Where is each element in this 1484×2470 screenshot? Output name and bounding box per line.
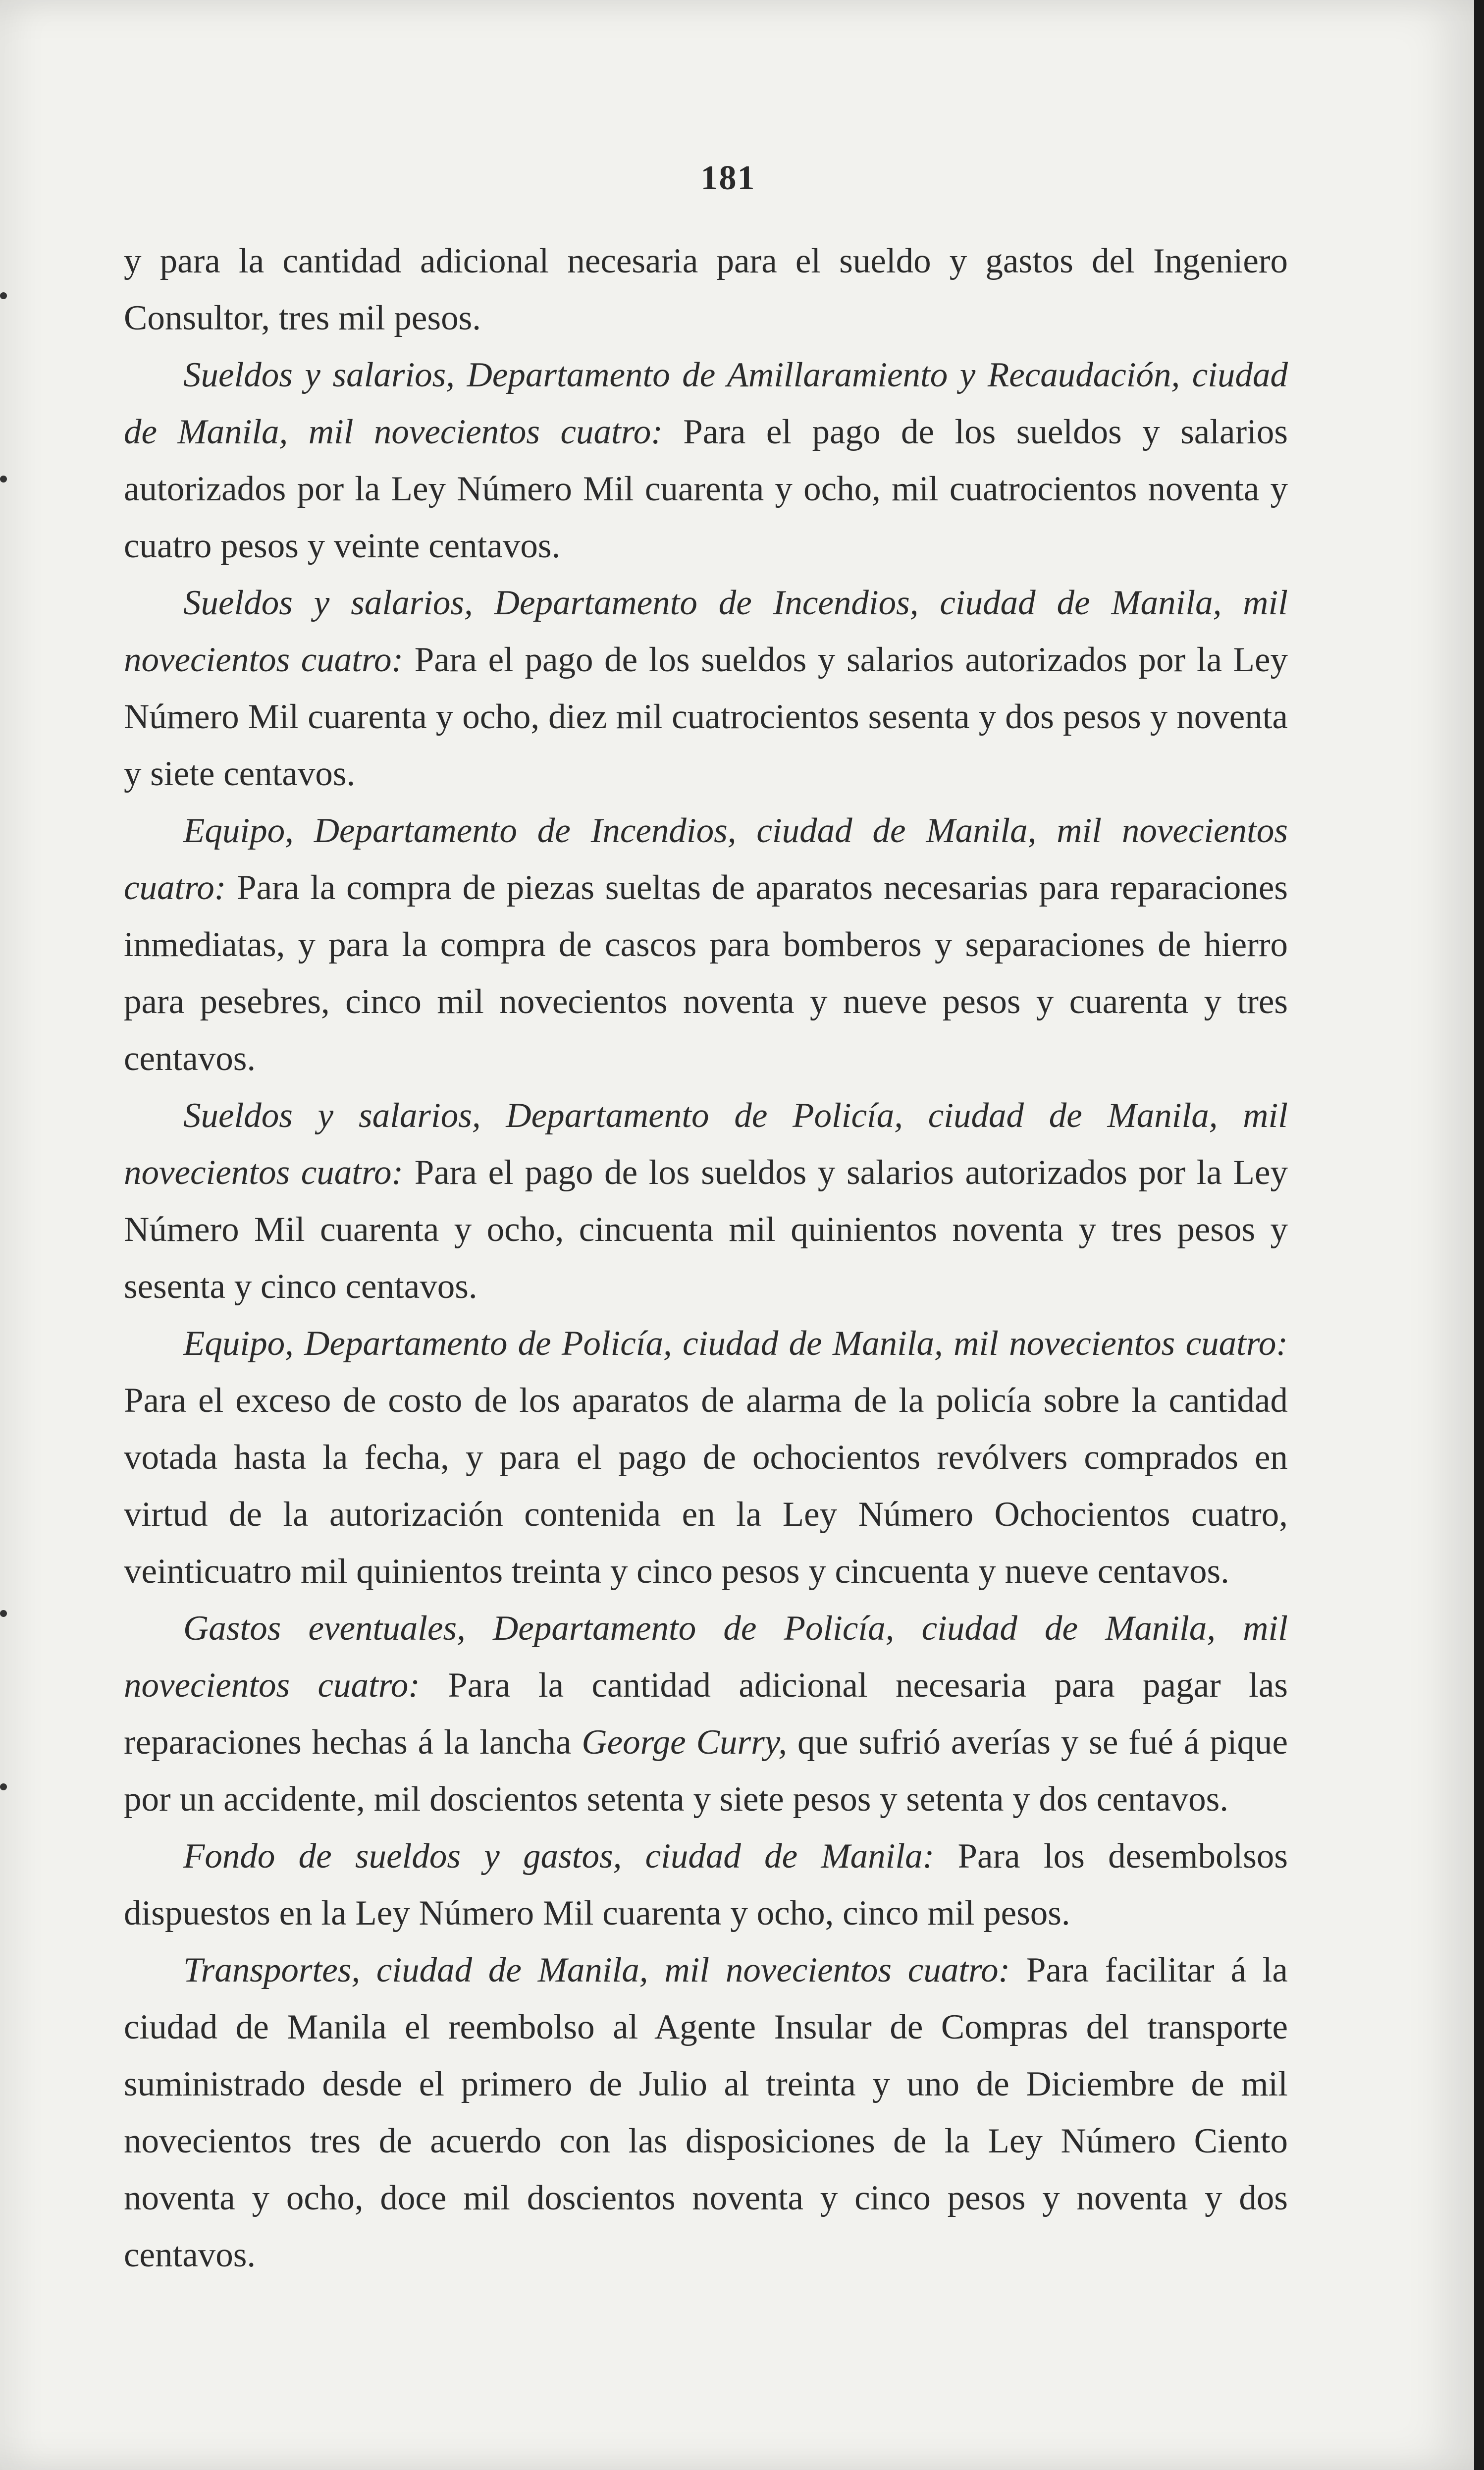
paragraph bbox=[124, 347, 1288, 575]
paragraph-heading: Fondo de sueldos y gastos, ciudad de Manila: bbox=[183, 1837, 935, 1876]
margin-mark bbox=[0, 1610, 7, 1617]
paragraph-text: Para facilitar á la ciudad de Manila el reembolso al Agente Insular de Compras del transporte suministrado desde el primero de Julio al treinta y uno de Diciembre de mil novecientos tres de acuerdo con las disposiciones de la Ley Número Ciento noventa y ocho, doce mil doscientos noventa y cinco pesos y noventa y dos centavos. bbox=[124, 1951, 1288, 2274]
paragraph-text: Para la cantidad adicional necesaria para pagar las reparaciones hechas á la lancha bbox=[124, 1666, 1288, 1762]
paragraph-continuation bbox=[124, 233, 1288, 347]
paragraph-heading: Equipo, Departamento de Incendios, ciudad de Manila, mil novecientos cuatro: bbox=[124, 811, 1288, 907]
vessel-name: George Curry, bbox=[582, 1723, 788, 1762]
paragraph-text: Para el pago de los sueldos y salarios autorizados por la Ley Número Mil cuarenta y ocho, diez mil cuatrocientos sesenta y dos pesos y noventa y siete centavos. bbox=[124, 641, 1288, 793]
paragraph-heading: Gastos eventuales, Departamento de Policía, ciudad de Manila, mil novecientos cuatro: bbox=[124, 1609, 1288, 1705]
paragraph-heading: Equipo, Departamento de Policía, ciudad de Manila, mil novecientos cuatro: bbox=[183, 1324, 1288, 1363]
margin-mark bbox=[0, 476, 7, 483]
paragraph bbox=[124, 575, 1288, 803]
paragraph bbox=[124, 1087, 1288, 1315]
paragraph bbox=[124, 1315, 1288, 1600]
paragraph bbox=[124, 1828, 1288, 1942]
paragraph-text: Para el exceso de costo de los aparatos de alarma de la policía sobre la cantidad votada hasta la fecha, y para el pago de ochocientos revólvers comprados en virtud de la autorización contenida en la Ley Número Ochocientos cuatro, veinticuatro mil quinientos treinta y cinco pesos y cincuenta y nueve centavos. bbox=[124, 1381, 1288, 1591]
paragraph bbox=[124, 803, 1288, 1087]
paragraph bbox=[124, 1942, 1288, 2284]
paragraph-text: Para la compra de piezas sueltas de aparatos necesarias para reparaciones inmediatas, y para la compra de cascos para bomberos y separaciones de hierro para pesebres, cinco mil novecientos noventa y nueve pesos y cuarenta y tres centavos. bbox=[124, 868, 1288, 1078]
margin-mark bbox=[0, 292, 7, 299]
paragraph-text: Para los desembolsos dispuestos en la Ley Número Mil cuarenta y ocho, cinco mil pesos. bbox=[124, 1837, 1288, 1933]
paragraph-heading: Sueldos y salarios, Departamento de Amillaramiento y Recaudación, ciudad de Manila, mil novecientos cuatro: bbox=[124, 356, 1288, 451]
page-number: 181 bbox=[700, 159, 756, 197]
paragraph-text: que sufrió averías y se fué á pique por un accidente, mil doscientos setenta y siete pesos y setenta y dos centavos. bbox=[124, 1723, 1288, 1819]
paragraph bbox=[124, 1600, 1288, 1828]
page-edge bbox=[1474, 0, 1484, 2470]
paragraph-heading: Sueldos y salarios, Departamento de Policía, ciudad de Manila, mil novecientos cuatro: bbox=[124, 1096, 1288, 1192]
body-text bbox=[124, 233, 1288, 2284]
paragraph-heading: Transportes, ciudad de Manila, mil novecientos cuatro: bbox=[183, 1951, 1010, 1989]
paragraph-heading: Sueldos y salarios, Departamento de Incendios, ciudad de Manila, mil novecientos cuatro: bbox=[124, 584, 1288, 679]
paragraph-text: Para el pago de los sueldos y salarios autorizados por la Ley Número Mil cuarenta y ocho, mil cuatrocientos noventa y cuatro pesos y veinte centavos. bbox=[124, 413, 1288, 565]
paragraph-text: y para la cantidad adicional necesaria para el sueldo y gastos del Ingeniero Consultor, tres mil pesos. bbox=[124, 242, 1288, 337]
margin-mark bbox=[0, 1783, 7, 1790]
paragraph-text: Para el pago de los sueldos y salarios autorizados por la Ley Número Mil cuarenta y ocho, cincuenta mil quinientos noventa y tres pesos y sesenta y cinco centavos. bbox=[124, 1153, 1288, 1306]
